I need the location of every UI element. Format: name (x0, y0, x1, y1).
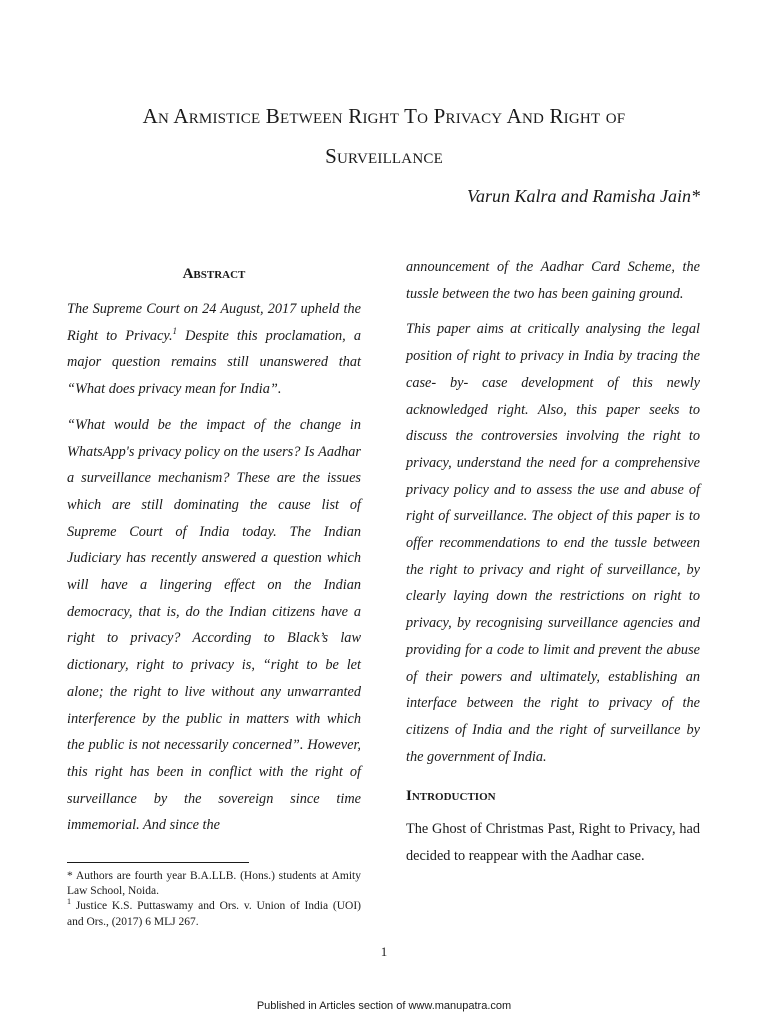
introduction-heading: Introduction (406, 788, 496, 805)
paper-title-line-1: An Armistice Between Right To Privacy And Right of (142, 104, 626, 128)
footnote-1: $^1$ Justice K.S. Puttaswamy and Ors. v. Union of India (UOI) and Ors., (2017) 6 MLJ 267. (67, 897, 361, 928)
publisher-footer: Published in Articles section of www.manupatra.com (256, 1000, 512, 1012)
abstract-paragraph-2: “What would be the impact of the change in WhatsApp's privacy policy on the users? Is Aadhar a surveillance mechanism? These are the issues which are still dominating the cause list of Supreme Court of India today. The Indian Judiciary has recently answered a question which will have a lingering effect on the Indian democracy, that is, do the Indian citizens have a right to privacy? According to Black’s law dictionary, right to privacy is, “right to be let alone; the right to live without any unwarranted interference by the public in matters with which the public is not necessarily concerned”. However, this right has been in conflict with the right of surveillance by the sovereign since time immemorial. And since the (67, 416, 361, 834)
abstract-heading: Abstract (182, 266, 246, 282)
paper-title (60, 96, 708, 176)
footnotes (67, 869, 361, 930)
footnote-separator (67, 862, 249, 863)
footnote-authors: * Authors are fourth year B.A.LLB. (Hons.) students at Amity Law School, Noida. (67, 870, 361, 898)
abstract-paragraph-3: This paper aims at critically analysing the legal position of right to privacy in India by tracing the case- by- case development of this newly acknowledged right. Also, this paper seeks to discuss the controversies involving the right to privacy, understand the need for a comprehensive privacy policy and to assess the use and abuse of right of surveillance. The object of this paper is to offer recommendations to end the tussle between the right to privacy and right of surveillance, by clearly laying down the restrictions on right to privacy, by recognising surveillance agencies and providing for a code to limit and prevent the abuse of their powers and ultimately, establishing an interface between the right to privacy of the citizens of India and the right of surveillance by the government of India. (406, 321, 700, 765)
paper-title-line-2: Surveillance (325, 144, 443, 168)
introduction-paragraph-1: The Ghost of Christmas Past, Right to Privacy, had decided to reappear with the Aadhar case. (406, 821, 700, 865)
footnote-ref-1: 1 (172, 325, 178, 336)
abstract-paragraph-2-continued: announcement of the Aadhar Card Scheme, the tussle between the two has been gaining ground. (406, 259, 700, 302)
abstract-paragraph-1: The Supreme Court on 24 August, 2017 upheld the Right to Privacy.$^1$ Despite this proclamation, a major question remains still unanswered that “What does privacy mean for India”. (67, 301, 362, 398)
left-column (67, 260, 361, 848)
page-number: 1 (380, 944, 388, 959)
right-column (406, 254, 700, 879)
author-line: Varun Kalra and Ramisha Jain* (466, 186, 700, 206)
